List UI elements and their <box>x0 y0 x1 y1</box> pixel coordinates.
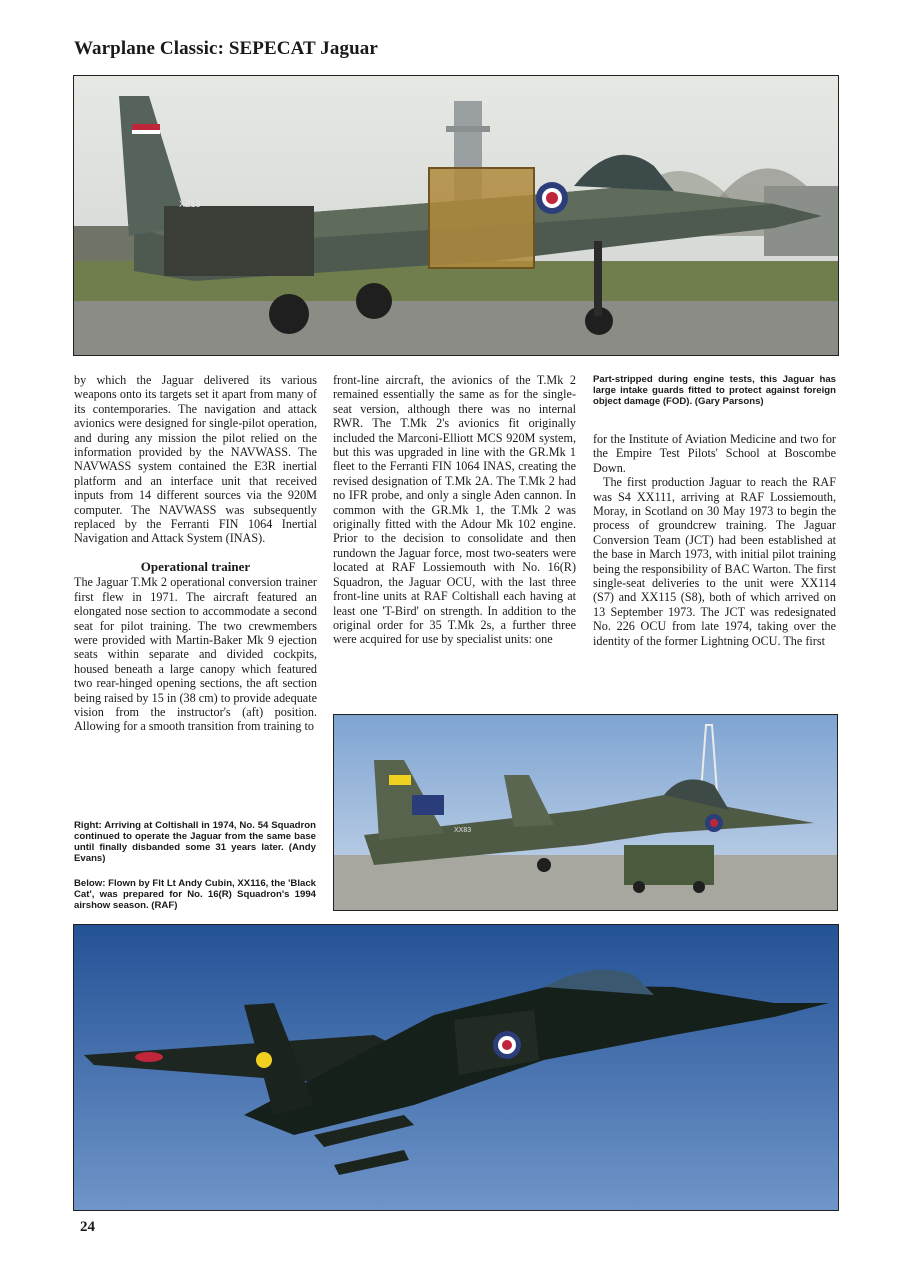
top-photo-serial: XZ13 <box>179 199 201 209</box>
black-cat-illustration <box>74 925 838 1210</box>
col2-paragraph-1: front-line aircraft, the avionics of the T.Mk 2 remained essentially the same as for the single-seat version, although there was no internal RWR. The T.Mk 2's avionics fit originally included the Marconi-Elliott MCS 920M system, but this was upgraded in line with the GR.Mk 1 fleet to the Ferranti FIN 1064 INAS, creating the revised designation of T.Mk 2A. The T.Mk 2 had no IFR probe, and only a single Aden cannon. In common with the GR.Mk 1, the T.Mk 2 was originally fitted with the Adour Mk 102 engine. Prior to the decision to consolidate and then rundown the Jaguar force, most two-seaters were located at RAF Lossiemouth with No. 16(R) Squadron, the Jaguar OCU, with the last three front-line units at RAF Coltishall each having at least one 'T-Bird' on strength. In addition to the original order for 35 T.Mk 2s, a further three were acquired for use by specialist units: one <box>333 373 576 647</box>
col3-paragraph-1: for the Institute of Aviation Medicine and two for the Empire Test Pilots' School at Boscombe Down. <box>593 432 836 475</box>
column-1 <box>74 373 317 734</box>
column-3 <box>593 432 836 648</box>
coltishall-jaguars-illustration <box>334 715 837 910</box>
page-number: 24 <box>80 1219 95 1235</box>
col1-paragraph-1: by which the Jaguar delivered its various weapons onto its targets set it apart from many of its contemporaries. The navigation and attack avionics were designed for single-pilot operation, and during any mission the pilot relied on the information provided by the NAVWASS. The NAVWASS system contained the E3R inertial platform and an interface unit that received inputs from 14 different sources via the 920M computer. The NAVWASS was subsequently replaced by the Ferranti FIN 1064 Inertial Navigation and Attack System (INAS). <box>74 373 317 546</box>
photo-coltishall-jaguars <box>333 714 838 911</box>
stripped-jaguar-illustration <box>74 76 838 355</box>
middle-photo-serial: XX83 <box>454 827 472 834</box>
caption-right: Right: Arriving at Coltishall in 1974, No. 54 Squadron continued to operate the Jaguar from the same base until finally disbanded some 31 years later. (Andy Evans) <box>74 820 316 864</box>
page-title: Warplane Classic: SEPECAT Jaguar <box>74 38 378 59</box>
col1-paragraph-2: The Jaguar T.Mk 2 operational conversion trainer first flew in 1971. The aircraft featured an elongated nose section to accommodate a second seat for pilot training. The two crewmembers were provided with Martin-Baker Mk 9 ejection seats within separate and divided cockpits, housed beneath a large canopy which featured two rear-hinged opening sections, the aft section being raised by 15 in (38 cm) to provide adequate vision from the instructor's (aft) position. Allowing for a smooth transition from training to <box>74 575 317 734</box>
caption-below: Below: Flown by Flt Lt Andy Cubin, XX116, the 'Black Cat', was prepared for No. 16(R) Squadron's 1994 airshow season. (RAF) <box>74 878 316 911</box>
subhead-operational-trainer: Operational trainer <box>140 558 251 574</box>
column-2 <box>333 373 576 647</box>
caption-top: Part-stripped during engine tests, this Jaguar has large intake guards fitted to protect against foreign object damage (FOD). (Gary Parsons) <box>593 374 836 407</box>
photo-stripped-jaguar <box>73 75 839 356</box>
photo-black-cat <box>73 924 839 1211</box>
col3-paragraph-2: The first production Jaguar to reach the RAF was S4 XX111, arriving at RAF Lossiemouth, Moray, in Scotland on 30 May 1973 to begin the process of groundcrew training. The Jaguar Conversion Team (JCT) had been established at the base in March 1973, with initial pilot training being the responsibility of BAC Warton. The first single-seat deliveries to the unit were XX114 (S7) and XX115 (S8), both of which arrived on 13 September 1973. The JCT was redesignated No. 226 OCU from late 1974, taking over the identity of the former Lightning OCU. The first <box>593 475 836 648</box>
